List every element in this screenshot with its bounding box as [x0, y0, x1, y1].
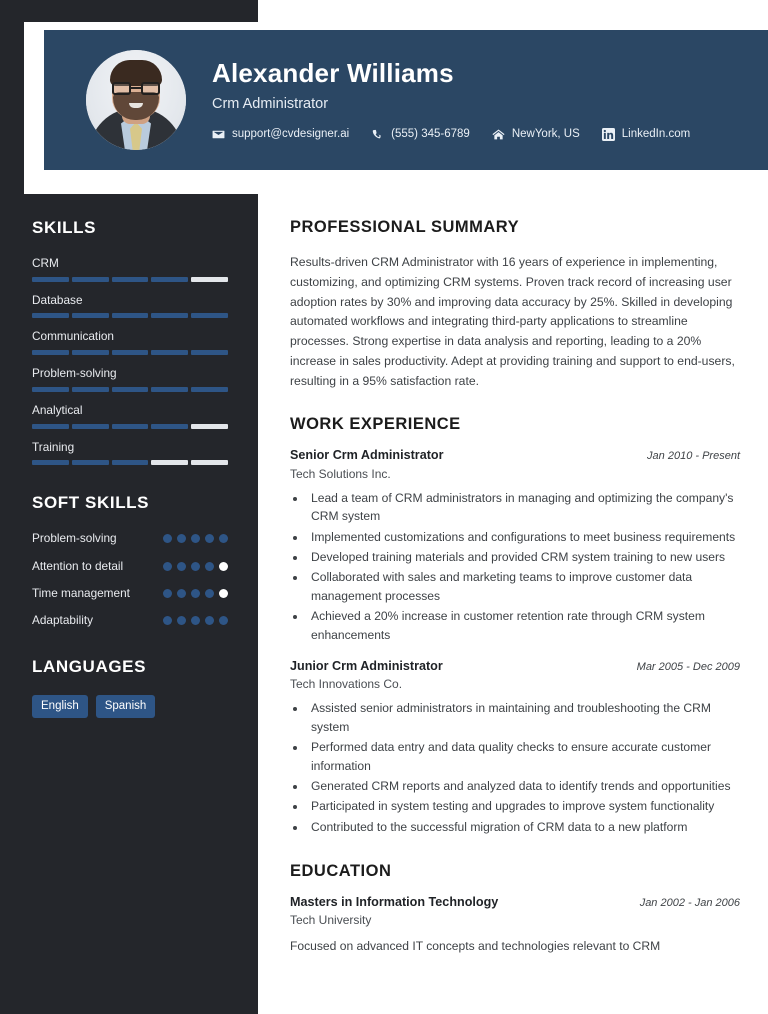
rating-dot: [219, 562, 228, 571]
contact-phone-label: (555) 345-6789: [391, 128, 470, 141]
skill-bar-segment: [151, 460, 188, 465]
list-item: • Collaborated with sales and marketing teams to improve customer data management processes: [307, 568, 740, 605]
home-icon: [492, 128, 505, 141]
skill-bar-segment: [112, 460, 149, 465]
list-item: • Assisted senior administrators in maintaining and troubleshooting the CRM system: [307, 699, 740, 736]
soft-skill-rating-dots: [163, 559, 228, 571]
header-banner: [44, 30, 768, 170]
list-item: • Participated in system testing and upgrades to improve system functionality: [307, 797, 740, 815]
list-item: • Contributed to the successful migration of CRM data to a new platform: [307, 818, 740, 836]
soft-skill-label: Adaptability: [32, 613, 93, 628]
soft-skill-rating-dots: [163, 613, 228, 625]
skill-bar-segment: [112, 424, 149, 429]
contact-email[interactable]: [212, 128, 349, 141]
phone-icon: [371, 128, 384, 141]
rating-dot: [205, 589, 214, 598]
skill-row: [32, 256, 228, 282]
contact-list: [212, 128, 690, 141]
soft-skills-list: [32, 531, 228, 628]
skill-bar-segment: [151, 350, 188, 355]
page-title: Alexander Williams: [212, 58, 454, 88]
soft-skill-label: Time management: [32, 586, 130, 601]
experience-title: Junior Crm Administrator: [290, 658, 443, 673]
list-item: • Achieved a 20% increase in customer retention rate through CRM system enhancements: [307, 607, 740, 644]
contact-location-label: NewYork, US: [511, 128, 580, 141]
skill-level-bar: [32, 424, 228, 429]
rating-dot: [163, 616, 172, 625]
skill-label: Training: [32, 439, 75, 454]
list-item: • Generated CRM reports and analyzed data to identify trends and opportunities: [307, 777, 740, 795]
experience-date: Jan 2010 - Present: [647, 450, 740, 463]
skill-row: [32, 366, 228, 392]
rating-dot: [163, 534, 172, 543]
skill-row: [32, 293, 228, 319]
summary-heading: PROFESSIONAL SUMMARY: [290, 218, 520, 236]
skills-heading: SKILLS: [32, 218, 97, 237]
skill-row: [32, 403, 228, 429]
skill-bar-segment: [191, 424, 228, 429]
skill-label: Database: [32, 292, 83, 307]
language-chip[interactable]: English: [32, 695, 88, 718]
rating-dot: [191, 562, 200, 571]
skill-bar-segment: [72, 424, 109, 429]
sidebar: [0, 194, 258, 718]
skill-bar-segment: [112, 277, 149, 282]
skill-bar-segment: [112, 313, 149, 318]
skill-bar-segment: [72, 277, 109, 282]
summary-text: Results-driven CRM Administrator with 16 years of experience in implementing, customizing, and optimizing CRM systems. Proven track record of increasing user adoption rates by 30% and improving data accuracy by 25%. Skilled in developing automated workflows and integrating third-party applications to streamline processes. Strong expertise in data analysis and reporting, leading to a 20% increase in sales productivity. Adept at providing training and support to end-users, resulting in a 95% satisfaction rate.: [290, 255, 735, 388]
portrait-photo: [86, 50, 186, 150]
experience-entry: [290, 447, 740, 644]
list-item: • Implemented customizations and configurations to meet business requirements: [307, 528, 740, 546]
rating-dot: [163, 589, 172, 598]
entry-header: [290, 894, 740, 910]
education-description: Focused on advanced IT concepts and technologies relevant to CRM: [290, 938, 661, 953]
rating-dot: [163, 562, 172, 571]
languages-list: [32, 695, 228, 718]
skill-level-bar: [32, 313, 228, 318]
skill-level-bar: [32, 277, 228, 282]
avatar: [86, 50, 186, 150]
skill-bar-segment: [191, 350, 228, 355]
list-item: • Developed training materials and provided CRM system training to new users: [307, 548, 740, 566]
language-chip[interactable]: Spanish: [96, 695, 156, 718]
rating-dot: [219, 589, 228, 598]
contact-email-label: support@cvdesigner.ai: [232, 128, 350, 141]
skill-bar-segment: [151, 313, 188, 318]
rating-dot: [219, 616, 228, 625]
skill-bar-segment: [32, 424, 69, 429]
rating-dot: [191, 589, 200, 598]
experience-date: Mar 2005 - Dec 2009: [636, 660, 740, 673]
skill-label: Problem-solving: [32, 366, 117, 381]
soft-skills-heading: SOFT SKILLS: [32, 493, 150, 513]
skill-level-bar: [32, 460, 228, 465]
skill-bar-segment: [32, 277, 69, 282]
skill-bar-segment: [72, 350, 109, 355]
education-entry: [290, 894, 740, 955]
skill-bar-segment: [32, 350, 69, 355]
contact-linkedin-label: LinkedIn.com: [621, 128, 691, 141]
soft-skill-label: Attention to detail: [32, 558, 124, 573]
experience-title: Senior Crm Administrator: [290, 448, 444, 463]
soft-skill-row: [32, 559, 228, 574]
education-school: Tech University: [290, 913, 372, 928]
soft-skill-row: [32, 586, 228, 601]
experience-organization: Tech Innovations Co.: [290, 677, 403, 692]
skill-bar-segment: [191, 313, 228, 318]
skill-bar-segment: [32, 460, 69, 465]
skill-label: CRM: [32, 256, 59, 270]
education-degree: Masters in Information Technology: [290, 895, 499, 910]
skill-bar-segment: [32, 313, 69, 318]
skill-bar-segment: [191, 387, 228, 392]
education-date: Jan 2002 - Jan 2006: [639, 897, 740, 910]
education-heading: EDUCATION: [290, 862, 392, 881]
skill-bar-segment: [112, 387, 149, 392]
rating-dot: [191, 534, 200, 543]
skill-bar-segment: [151, 424, 188, 429]
skill-bar-segment: [72, 387, 109, 392]
entry-header: [290, 658, 740, 674]
skill-bar-segment: [72, 313, 109, 318]
skill-level-bar: [32, 387, 228, 392]
rating-dot: [177, 534, 186, 543]
rating-dot: [191, 616, 200, 625]
rating-dot: [177, 616, 186, 625]
soft-skill-row: [32, 613, 228, 628]
skill-row: [32, 440, 228, 466]
skill-label: Analytical: [32, 402, 83, 417]
skill-bar-segment: [112, 350, 149, 355]
soft-skill-rating-dots: [163, 586, 228, 598]
soft-skill-label: Problem-solving: [32, 531, 117, 546]
skill-label: Communication: [32, 329, 114, 344]
skill-bar-segment: [151, 277, 188, 282]
skills-list: [32, 256, 228, 465]
entry-header: [290, 447, 740, 463]
experience-heading: WORK EXPERIENCE: [290, 415, 461, 434]
education-list: [290, 894, 740, 955]
experience-organization: Tech Solutions Inc.: [290, 466, 391, 481]
skill-bar-segment: [151, 387, 188, 392]
main-content: [258, 194, 768, 1014]
rating-dot: [177, 589, 186, 598]
job-title: Crm Administrator: [212, 95, 329, 112]
rating-dot: [177, 562, 186, 571]
soft-skill-row: [32, 531, 228, 546]
experience-bullets: [307, 489, 740, 644]
contact-location[interactable]: [492, 128, 580, 141]
soft-skill-rating-dots: [163, 531, 228, 543]
rating-dot: [205, 534, 214, 543]
envelope-icon: [212, 128, 225, 141]
languages-heading: LANGUAGES: [32, 656, 147, 676]
skill-level-bar: [32, 350, 228, 355]
skill-bar-segment: [72, 460, 109, 465]
skill-bar-segment: [191, 460, 228, 465]
skill-bar-segment: [191, 277, 228, 282]
experience-bullets: [307, 699, 740, 836]
list-item: • Lead a team of CRM administrators in managing and optimizing the company's CRM system: [307, 489, 740, 526]
skill-bar-segment: [32, 387, 69, 392]
rating-dot: [205, 616, 214, 625]
rating-dot: [205, 562, 214, 571]
experience-list: [290, 447, 740, 836]
contact-phone[interactable]: [371, 128, 470, 141]
skill-row: [32, 329, 228, 355]
linkedin-icon: [602, 128, 615, 141]
experience-entry: [290, 658, 740, 836]
rating-dot: [219, 534, 228, 543]
contact-linkedin[interactable]: [602, 128, 690, 141]
list-item: • Performed data entry and data quality checks to ensure accurate customer information: [307, 738, 740, 775]
